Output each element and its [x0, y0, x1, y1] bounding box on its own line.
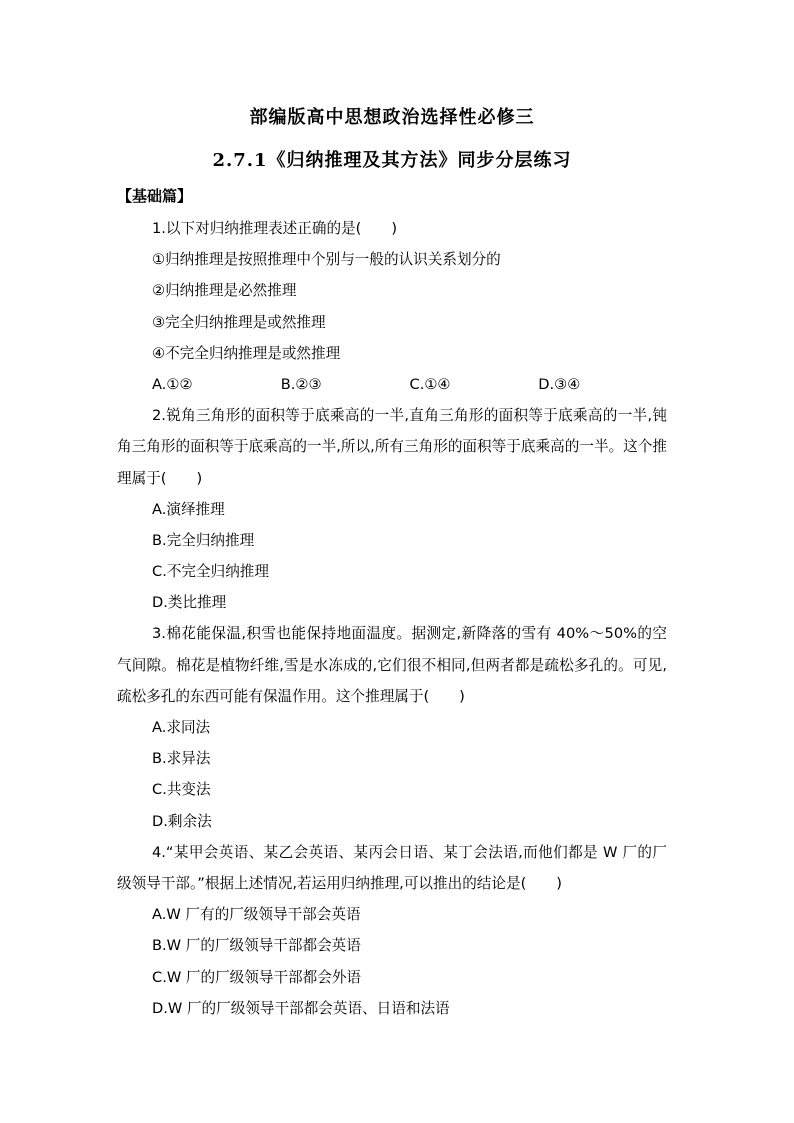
option-c: C.共变法 — [152, 781, 211, 799]
option-a: A.①② — [152, 375, 193, 393]
question-3 — [117, 618, 667, 836]
statement: ③完全归纳推理是或然推理 — [152, 313, 326, 331]
option-d: D.③④ — [538, 375, 581, 393]
option-a: A.W 厂有的厂级领导干部会英语 — [152, 906, 361, 924]
option-d: D.W 厂的厂级领导干部都会英语、日语和法语 — [152, 999, 450, 1017]
option-d: D.类比推理 — [152, 594, 227, 612]
option-c: C.①④ — [409, 375, 451, 393]
option-row — [117, 369, 667, 400]
question-4 — [117, 837, 667, 1024]
option-a: A.求同法 — [152, 719, 211, 737]
statement: ④不完全归纳推理是或然推理 — [152, 344, 341, 362]
document-subtitle: 2.7.1《归纳推理及其方法》同步分层练习 — [212, 150, 572, 171]
document-title: 部编版高中思想政治选择性必修三 — [249, 107, 535, 128]
question-2 — [117, 400, 667, 618]
question-stem: 1.以下对归纳推理表述正确的是( ) — [152, 220, 398, 237]
option-c: C.不完全归纳推理 — [152, 563, 269, 581]
option-d: D.剩余法 — [152, 812, 212, 830]
option-b: B.完全归纳推理 — [152, 531, 255, 549]
question-1 — [117, 213, 667, 400]
question-stem: 3.棉花能保温,积雪也能保持地面温度。据测定,新降落的雪有 40%～50%的空气间隙。棉花是植物纤维,雪是水冻成的,它们很不相同,但两者都是疏松多孔的。可见,疏松多孔的东西可能有保温作用。这个推理属于( ) — [117, 625, 667, 705]
statement: ①归纳推理是按照推理中个别与一般的认识关系划分的 — [152, 251, 501, 269]
option-a: A.演绎推理 — [152, 500, 225, 518]
option-b: B.求异法 — [152, 750, 211, 768]
option-c: C.W 厂的厂级领导干部都会外语 — [152, 968, 362, 986]
question-stem: 2.锐角三角形的面积等于底乘高的一半,直角三角形的面积等于底乘高的一半,钝角三角形的面积等于底乘高的一半,所以,所有三角形的面积等于底乘高的一半。这个推理属于( ) — [117, 407, 667, 487]
question-stem: 4.“某甲会英语、某乙会英语、某丙会日语、某丁会法语,而他们都是 W 厂的厂级领导干部。”根据上述情况,若运用归纳推理,可以推出的结论是( ) — [117, 843, 667, 893]
option-b: B.②③ — [280, 375, 322, 393]
option-b: B.W 厂的厂级领导干部都会英语 — [152, 937, 361, 955]
question-list — [117, 213, 667, 1024]
statement: ②归纳推理是必然推理 — [152, 282, 297, 300]
section-label: 【基础篇】 — [117, 187, 193, 205]
